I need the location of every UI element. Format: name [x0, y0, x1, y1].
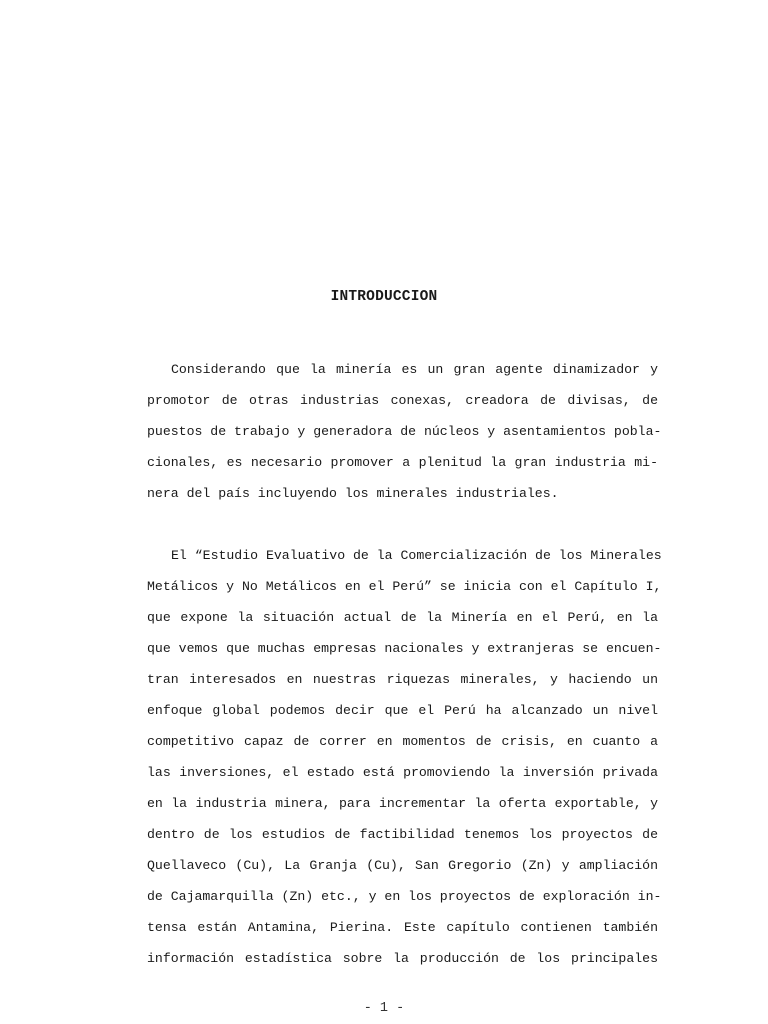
paragraph-line: Metálicos y No Metálicos en el Perú” se inicia con el Capítulo I,: [147, 579, 662, 594]
paragraph-line: nera del país incluyendo los minerales industriales.: [147, 486, 559, 501]
paragraph-line: competitivo capaz de correr en momentos de crisis, en cuanto a: [147, 734, 658, 749]
paragraph-line: que expone la situación actual de la Minería en el Perú, en la: [147, 610, 658, 625]
paragraph-line: tran interesados en nuestras riquezas minerales, y haciendo un: [147, 672, 658, 687]
paragraph-line: que vemos que muchas empresas nacionales y extranjeras se encuen-: [147, 641, 662, 656]
paragraph-line: Quellaveco (Cu), La Granja (Cu), San Gregorio (Zn) y ampliación: [147, 858, 658, 873]
paragraph-line: El “Estudio Evaluativo de la Comercialización de los Minerales: [171, 548, 662, 563]
paragraph-line: cionales, es necesario promover a plenitud la gran industria mi-: [147, 455, 658, 470]
page-number: - 1 -: [363, 1001, 405, 1016]
paragraph-2: [147, 540, 662, 974]
paragraph-line: dentro de los estudios de factibilidad tenemos los proyectos de: [147, 827, 658, 842]
paragraph-line: de Cajamarquilla (Zn) etc., y en los proyectos de exploración in-: [147, 889, 662, 904]
paragraph-line: en la industria minera, para incrementar la oferta exportable, y: [147, 796, 658, 811]
paragraph-1: [147, 354, 662, 509]
page-title: INTRODUCCION: [330, 289, 438, 305]
paragraph-line: enfoque global podemos decir que el Perú ha alcanzado un nivel: [147, 703, 658, 718]
paragraph-line: las inversiones, el estado está promoviendo la inversión privada: [147, 765, 658, 780]
paragraph-line: tensa están Antamina, Pierina. Este capítulo contienen también: [147, 920, 658, 935]
paragraph-line: puestos de trabajo y generadora de núcleos y asentamientos pobla-: [147, 424, 662, 439]
paragraph-line: información estadística sobre la producción de los principales: [147, 951, 658, 966]
paragraph-line: Considerando que la minería es un gran agente dinamizador y: [171, 362, 658, 377]
paragraph-line: promotor de otras industrias conexas, creadora de divisas, de: [147, 393, 658, 408]
